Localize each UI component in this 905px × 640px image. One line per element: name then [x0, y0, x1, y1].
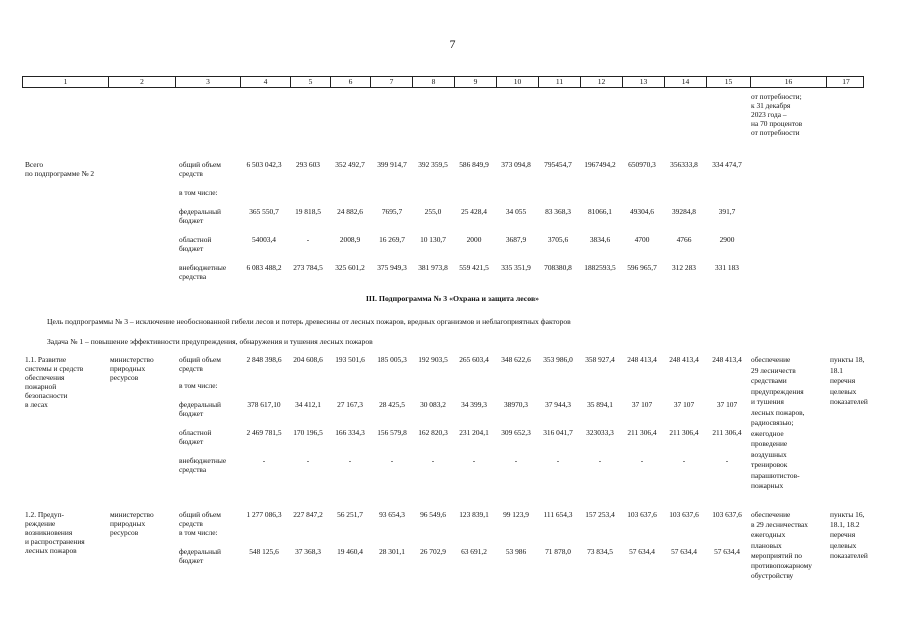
item-result: 29 лесничеств: [751, 365, 796, 375]
funding-value: 2 848 398,6: [246, 355, 282, 364]
funding-value: 24 882,6: [337, 207, 363, 216]
funding-label: внебюджетные: [179, 263, 227, 272]
funding-value: -: [306, 235, 310, 244]
item-executor: министерство: [110, 510, 154, 519]
funding-value: -: [390, 456, 394, 465]
header-cell: 6: [331, 77, 371, 87]
item-result: плановых: [751, 540, 782, 550]
funding-value: 248 413,4: [627, 355, 657, 364]
funding-value: 10 130,7: [420, 235, 446, 244]
funding-label: внебюджетные: [179, 456, 227, 465]
funding-value: 273 784,5: [293, 263, 323, 272]
funding-value: 559 421,5: [459, 263, 489, 272]
funding-value: 211 306,4: [627, 428, 657, 437]
funding-value: 316 041,7: [543, 428, 573, 437]
funding-label: в том числе:: [179, 188, 218, 197]
funding-value: 6 083 488,2: [246, 263, 282, 272]
col16-text: 2023 года –: [751, 110, 787, 119]
header-cell: 10: [497, 77, 539, 87]
funding-value: 54003,4: [251, 235, 277, 244]
funding-label: в том числе:: [179, 381, 218, 390]
funding-value: 6 503 042,3: [246, 160, 282, 169]
item-result: обеспечение: [751, 510, 791, 519]
funding-value: 4766: [676, 235, 692, 244]
header-cell: 5: [291, 77, 331, 87]
funding-value: 16 269,7: [379, 235, 405, 244]
funding-value: -: [682, 456, 686, 465]
goal-text: Цель подпрограммы № 3 – исключение необоснованной гибели лесов и потерь древесины от лесных пожаров, вредных организмов и неблагоприятных факторов: [47, 317, 571, 326]
funding-value: 255,0: [424, 207, 442, 216]
funding-value: 1967494,2: [584, 160, 616, 169]
item-indicators: целевых: [830, 386, 857, 396]
funding-value: 3687,9: [505, 235, 527, 244]
funding-value: 25 428,4: [461, 207, 487, 216]
funding-value: 1 277 086,3: [246, 510, 282, 519]
item-indicators: показателей: [830, 397, 868, 406]
total-label: Всего: [25, 160, 44, 169]
funding-label: бюджет: [179, 216, 204, 225]
funding-value: 57 634,4: [714, 547, 740, 556]
funding-value: 2900: [719, 235, 735, 244]
item-indicators: целевых: [830, 540, 857, 550]
funding-value: 156 579,8: [377, 428, 407, 437]
funding-value: 111 654,3: [543, 510, 573, 519]
funding-label: общий объем: [179, 510, 221, 519]
item-name: реждение: [25, 519, 56, 528]
col16-text: от потребности;: [751, 92, 802, 101]
funding-value: -: [472, 456, 476, 465]
funding-value: 103 637,6: [669, 510, 699, 519]
funding-value: 312 283: [671, 263, 697, 272]
funding-value: 348 622,6: [501, 355, 531, 364]
item-indicators: 18.1, 18.2: [830, 520, 860, 530]
table-header-row: [22, 76, 864, 88]
funding-value: 378 617,10: [247, 400, 281, 409]
section-title: III. Подпрограмма № 3 «Охрана и защита лесов»: [365, 294, 540, 303]
funding-value: 399 914,7: [377, 160, 407, 169]
funding-label: бюджет: [179, 556, 204, 565]
header-cell: 11: [539, 77, 581, 87]
funding-value: 211 306,4: [669, 428, 699, 437]
funding-value: 30 083,2: [420, 400, 446, 409]
item-name: и распространения: [25, 537, 85, 546]
funding-value: 37 107: [631, 400, 653, 409]
funding-value: 193 501,6: [335, 355, 365, 364]
funding-value: 27 167,3: [337, 400, 363, 409]
col16-text: от потребности: [751, 128, 800, 137]
funding-value: 334 474,7: [712, 160, 742, 169]
funding-value: 373 094,8: [501, 160, 531, 169]
funding-value: 57 634,4: [629, 547, 655, 556]
funding-value: 586 849,9: [459, 160, 489, 169]
item-result: и тушения: [751, 397, 784, 406]
header-cell: 4: [241, 77, 291, 87]
funding-value: 2 469 781,5: [246, 428, 282, 437]
funding-value: -: [348, 456, 352, 465]
funding-value: 123 839,1: [459, 510, 489, 519]
funding-label: областной: [179, 235, 212, 244]
item-result: обеспечение: [751, 355, 791, 364]
funding-value: 28 425,5: [379, 400, 405, 409]
item-indicators: перечня: [830, 376, 856, 385]
item-result: противопожарному: [751, 561, 812, 570]
funding-label: федеральный: [179, 547, 221, 556]
funding-value: 103 637,6: [627, 510, 657, 519]
item-result: воздушных: [751, 449, 787, 459]
funding-label: общий объем: [179, 160, 221, 169]
funding-value: 19 460,4: [337, 547, 363, 556]
item-result: мероприятий по: [751, 550, 802, 560]
item-result: предупреждения: [751, 386, 804, 396]
item-indicators: перечня: [830, 530, 856, 540]
item-name: возникновения: [25, 528, 73, 537]
funding-value: 35 894,1: [587, 400, 613, 409]
funding-value: 53 986: [505, 547, 527, 556]
funding-label: в том числе:: [179, 528, 218, 537]
item-name: обеспечения: [25, 373, 65, 382]
funding-value: 73 834,5: [587, 547, 613, 556]
funding-value: 34 055: [505, 207, 527, 216]
funding-value: 99 123,9: [503, 510, 529, 519]
funding-label: средств: [179, 169, 203, 178]
page-number: 7: [449, 37, 456, 51]
funding-value: 7695,7: [381, 207, 403, 216]
funding-label: общий объем: [179, 355, 221, 364]
funding-value: 352 492,7: [335, 160, 365, 169]
item-result: тренировок: [751, 460, 788, 469]
col16-text: на 70 процентов: [751, 119, 803, 128]
funding-value: 57 634,4: [671, 547, 697, 556]
funding-value: 325 601,2: [335, 263, 365, 272]
item-name: пожарной: [25, 382, 57, 391]
item-executor: природных: [110, 519, 146, 528]
funding-value: 162 820,3: [418, 428, 448, 437]
item-name: 1.2. Предуп-: [25, 510, 65, 519]
funding-value: 211 306,4: [712, 428, 742, 437]
funding-label: бюджет: [179, 437, 204, 446]
funding-label: областной: [179, 428, 212, 437]
funding-value: 335 351,9: [501, 263, 531, 272]
funding-value: 3705,6: [547, 235, 569, 244]
header-cell: 16: [751, 77, 827, 87]
funding-value: 3834,6: [589, 235, 611, 244]
funding-value: 392 359,5: [418, 160, 448, 169]
funding-value: 358 927,4: [585, 355, 615, 364]
funding-value: 157 253,4: [585, 510, 615, 519]
task-text: Задача № 1 – повышение эффективности предупреждения, обнаружения и тушения лесных пожаров: [47, 337, 373, 346]
funding-value: 650970,3: [628, 160, 656, 169]
item-name: безопасности: [25, 391, 68, 400]
funding-value: 34 412,1: [295, 400, 321, 409]
header-cell: 9: [455, 77, 497, 87]
funding-value: 71 878,0: [545, 547, 571, 556]
funding-value: 248 413,4: [712, 355, 742, 364]
funding-value: 1882593,5: [584, 263, 616, 272]
funding-label: средства: [179, 272, 207, 281]
funding-value: 56 251,7: [337, 510, 363, 519]
funding-value: 28 301,1: [379, 547, 405, 556]
funding-label: бюджет: [179, 244, 204, 253]
item-name: системы и средств: [25, 364, 84, 373]
funding-value: 63 691,2: [461, 547, 487, 556]
item-executor: ресурсов: [110, 528, 139, 537]
item-result: ежегодных: [751, 530, 786, 540]
funding-label: федеральный: [179, 207, 221, 216]
funding-value: 381 973,8: [418, 263, 448, 272]
funding-value: 265 603,4: [459, 355, 489, 364]
item-result: радиосвязью;: [751, 418, 794, 427]
funding-value: 596 965,7: [627, 263, 657, 272]
funding-value: -: [556, 456, 560, 465]
item-indicators: пункты 18,: [830, 355, 865, 364]
funding-value: 103 637,6: [712, 510, 742, 519]
header-cell: 15: [707, 77, 751, 87]
funding-value: 331 183: [714, 263, 740, 272]
total-label: по подпрограмме № 2: [25, 169, 95, 178]
funding-value: 795454,7: [544, 160, 572, 169]
header-cell: 14: [665, 77, 707, 87]
funding-value: 323033,3: [586, 428, 614, 437]
funding-value: -: [598, 456, 602, 465]
funding-value: 81066,1: [587, 207, 613, 216]
funding-value: 4700: [634, 235, 650, 244]
header-cell: 12: [581, 77, 623, 87]
header-cell: 1: [23, 77, 109, 87]
item-result: обустройству: [751, 571, 794, 581]
funding-value: 34 399,3: [461, 400, 487, 409]
funding-value: 166 334,3: [335, 428, 365, 437]
funding-value: 248 413,4: [669, 355, 699, 364]
item-name: в лесах: [25, 400, 48, 409]
header-cell: 2: [109, 77, 176, 87]
header-cell: 17: [842, 77, 850, 86]
funding-value: 26 702,9: [420, 547, 446, 556]
funding-value: 293 603: [295, 160, 321, 169]
funding-value: -: [640, 456, 644, 465]
header-cell: 8: [413, 77, 455, 87]
item-result: в 29 лесничествах: [751, 520, 808, 530]
funding-value: 37 368,3: [295, 547, 321, 556]
funding-value: 192 903,5: [418, 355, 448, 364]
item-name: лесных пожаров: [25, 546, 77, 555]
item-indicators: 18.1: [830, 365, 843, 375]
funding-value: 375 949,3: [377, 263, 407, 272]
funding-value: 204 608,6: [293, 355, 323, 364]
item-indicators: показателей: [830, 550, 868, 560]
funding-value: 37 107: [716, 400, 738, 409]
funding-value: 231 204,1: [459, 428, 489, 437]
item-result: средствами: [751, 376, 787, 385]
item-executor: природных: [110, 364, 146, 373]
funding-value: -: [306, 456, 310, 465]
funding-value: 548 125,6: [249, 547, 279, 556]
funding-value: 365 550,7: [249, 207, 279, 216]
item-indicators: пункты 16,: [830, 510, 865, 519]
item-executor: министерство: [110, 355, 154, 364]
funding-label: средств: [179, 519, 203, 528]
item-result: ежегодное: [751, 428, 784, 438]
header-cell: 13: [623, 77, 665, 87]
funding-value: 185 005,3: [377, 355, 407, 364]
funding-value: -: [725, 456, 729, 465]
funding-value: 83 368,3: [545, 207, 571, 216]
funding-value: 19 818,5: [295, 207, 321, 216]
funding-value: 170 196,5: [293, 428, 323, 437]
funding-value: 708380,8: [544, 263, 572, 272]
col16-text: к 31 декабря: [751, 101, 791, 110]
funding-value: 2000: [466, 235, 482, 244]
funding-value: 356333,8: [670, 160, 698, 169]
funding-value: 93 654,3: [379, 510, 405, 519]
funding-label: федеральный: [179, 400, 221, 409]
item-result: лесных пожаров,: [751, 407, 805, 417]
item-result: парашютистов-: [751, 470, 800, 480]
funding-value: 37 107: [673, 400, 695, 409]
funding-label: средств: [179, 364, 203, 373]
header-cell: 7: [371, 77, 413, 87]
funding-value: 39284,8: [671, 207, 697, 216]
item-name: 1.1. Развитие: [25, 355, 67, 364]
header-cell: 3: [176, 77, 241, 87]
funding-label: бюджет: [179, 409, 204, 418]
item-executor: ресурсов: [110, 373, 139, 382]
funding-value: 49304,6: [629, 207, 655, 216]
item-result: проведение: [751, 439, 788, 448]
funding-value: 391,7: [718, 207, 736, 216]
funding-value: -: [262, 456, 266, 465]
funding-value: 37 944,3: [545, 400, 571, 409]
funding-value: 2008,9: [339, 235, 361, 244]
funding-value: 353 986,0: [543, 355, 573, 364]
funding-label: средства: [179, 465, 207, 474]
funding-value: -: [514, 456, 518, 465]
funding-value: 309 652,3: [501, 428, 531, 437]
funding-value: 227 847,2: [293, 510, 323, 519]
item-result: пожарных: [751, 481, 784, 490]
funding-value: 96 549,6: [420, 510, 446, 519]
funding-value: 38970,3: [503, 400, 529, 409]
funding-value: -: [431, 456, 435, 465]
